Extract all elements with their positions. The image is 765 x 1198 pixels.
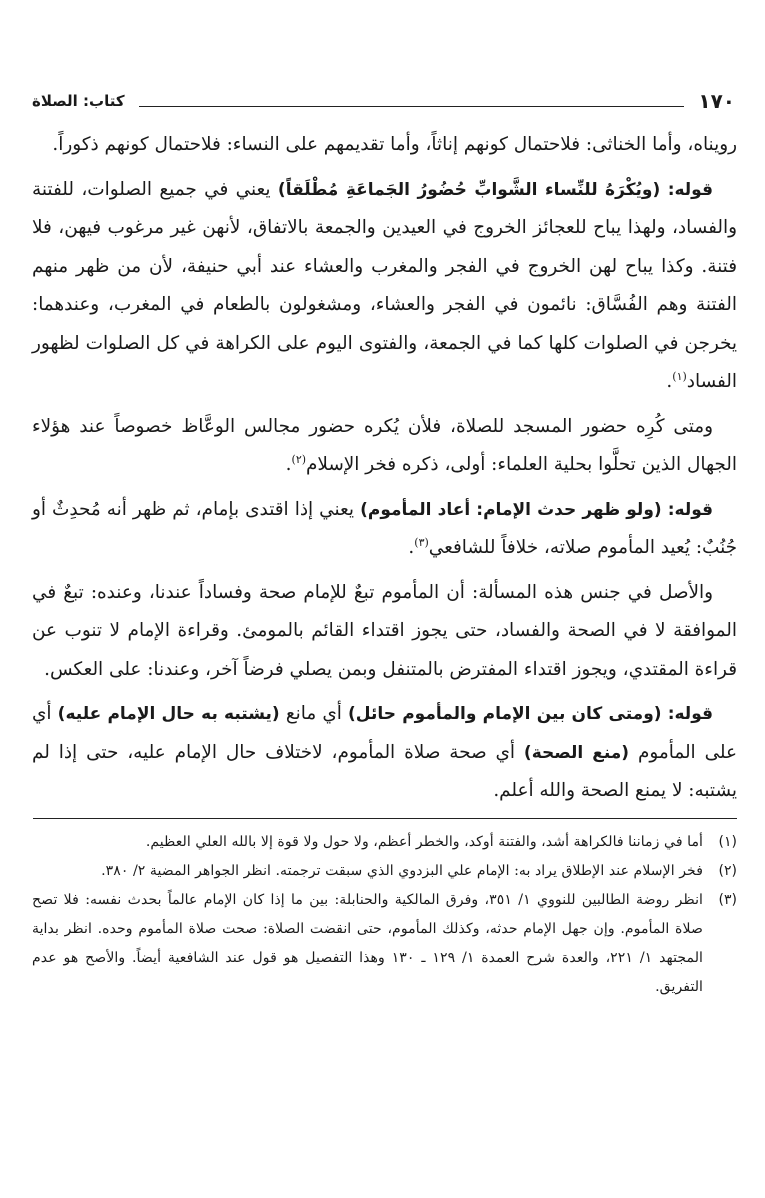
paragraph-6 <box>32 695 737 811</box>
matn-quote: (ومتى كان بين الإمام والمأموم حائل) <box>348 704 662 724</box>
footnote-ref-1: (١) <box>672 369 687 383</box>
footnote-number: (٣) <box>718 892 737 908</box>
commentary-text: أي مانع <box>285 703 342 724</box>
commentary-text: ومتى كُرِه حضور المسجد للصلاة، فلأن يُكره حضور مجالس الوعَّاظ خصوصاً عند هؤلاء الجهال الذين تحلَّوا بحلية العلماء: أولى، ذكره فخر الإسلام <box>32 415 737 475</box>
commentary-text: أي صحة صلاة المأموم، لاختلاف حال الإمام عليه، حتى إذا لم يشتبه: لا يمنع الصحة والله أعلم. <box>32 741 737 801</box>
footnote-ref-2: (٢) <box>291 452 307 466</box>
qawluh-label: قوله: <box>667 704 713 724</box>
footnote-text: أما في زماننا فالكراهة أشد، والفتنة أوكد، والخطر أعظم، ولا حول ولا قوة إلا بالله العلي العظيم. <box>145 834 703 850</box>
qawluh-label: قوله: <box>667 179 713 200</box>
footnote-divider <box>33 818 737 819</box>
paragraph-2: قوله: (ويُكْرَهُ للنِّساء الشَّوابِّ حُضُورُ الجَماعَةِ مُطْلَقاً) يعني في جميع الصلوات، للفتنة والفساد، ولهذا يباح للعجائز الخروج في العيدين والجمعة بالاتفاق، لأنهن غير مرغوب فيهن، فلا فتنة. وكذا يباح لهن الخروج في الفجر والمغرب والعشاء عند أبي حنيفة، لأن من ظهر منهم الفتنة وهم الفُسَّاق: نائمون في الفجر والعشاء، ومشغولون بالطعام في المغرب، وعندهما: يخرجن في الصلوات كلها كما في الجمعة، والفتوى اليوم على الكراهة في كل الصلوات لظهور الفساد$^{(١)}$. <box>32 178 737 392</box>
commentary-text: يعني إذا اقتدى بإمام، ثم ظهر أنه مُحدِثٌ أو جُنُبٌ: يُعيد المأموم صلاته، خلافاً للشافعي <box>32 498 737 558</box>
footnote-text: فخر الإسلام عند الإطلاق يراد به: الإمام علي البزدوي الذي سبقت ترجمته. انظر الجواهر المضية ٢/ ٣٨٠. <box>101 863 703 879</box>
page-header <box>32 82 735 112</box>
matn-quote: (يشتبه به حال الإمام عليه) <box>57 704 280 724</box>
paragraph-5: والأصل في جنس هذه المسألة: أن المأموم تبعٌ للإمام صحة وفساداً عندنا، وعنده: تبعٌ في الموافقة لا في الصحة والفساد، حتى يجوز اقتداء القائم بالمومئ. وقراءة الإمام لا تنوب عن قراءة المقتدي، ويجوز اقتداء المفترض بالمتنفل وبمن يصلي فرضاً آخر، وعندنا: على العكس. <box>32 581 737 680</box>
main-text <box>32 126 737 817</box>
footnote-number: (١) <box>718 834 737 850</box>
footnote-text: انظر روضة الطالبين للنووي ١/ ٣٥١، وفرق المالكية والحنابلة: بين ما إذا كان الإمام عالماً بحدث نفسه: فلا تصح صلاة المأموم. وإن جهل الإمام حدثه، وكذلك المأموم، حتى انقضت الصلاة: صحت صلاة المأموم وحده. انظر بداية المجتهد ١/ ٢٢١، والعدة شرح العمدة ١/ ١٢٩ ـ ١٣٠ وهذا التفصيل هو قول عند الشافعية أيضاً. والأصح هو عدم التفريق. <box>32 892 703 995</box>
running-title: كتاب: الصلاة <box>32 92 125 110</box>
footnote-2 <box>32 857 737 886</box>
header-rule <box>139 106 685 107</box>
commentary-text: أي على المأموم <box>32 703 737 763</box>
qawluh-label: قوله: <box>667 499 713 520</box>
paragraph-3: ومتى كُرِه حضور المسجد للصلاة، فلأن يُكره حضور مجالس الوعَّاظ خصوصاً عند هؤلاء الجهال الذين تحلَّوا بحلية العلماء: أولى، ذكره فخر الإسلام$^{(٢)}$. <box>32 415 737 475</box>
paragraph-4: قوله: (ولو ظهر حدث الإمام: أعاد المأموم) يعني إذا اقتدى بإمام، ثم ظهر أنه مُحدِثٌ أو جُنُبٌ: يُعيد المأموم صلاته، خلافاً للشافعي$^{(٣)}$. <box>32 498 737 558</box>
footnote-1 <box>32 828 737 857</box>
commentary-text: يعني في جميع الصلوات، للفتنة والفساد، ولهذا يباح للعجائز الخروج في العيدين والجمعة بالاتفاق، لأنهن غير مرغوب فيهن، فلا فتنة. وكذا يباح لهن الخروج في الفجر والمغرب والعشاء عند أبي حنيفة، لأن من ظهر منهم الفتنة وهم الفُسَّاق: نائمون في الفجر والعشاء، ومشغولون بالطعام في المغرب، وعندهما: يخرجن في الصلوات كلها كما في الجمعة، والفتوى اليوم على الكراهة في كل الصلوات لظهور الفساد <box>32 178 737 392</box>
footnote-3 <box>32 886 737 1002</box>
footnote-number: (٢) <box>718 863 737 879</box>
matn-quote: (ويُكْرَهُ للنِّساء الشَّوابِّ حُضُورُ الجَماعَةِ مُطْلَقاً) <box>277 179 661 200</box>
matn-quote: (منع الصحة) <box>523 742 630 763</box>
footnotes <box>32 828 737 1002</box>
page-number: ١٧٠ <box>698 89 735 113</box>
matn-quote: (ولو ظهر حدث الإمام: أعاد المأموم) <box>360 499 662 520</box>
footnote-ref-3: (٣) <box>414 535 429 549</box>
paragraph-1: رويناه، وأما الخناثى: فلاحتمال كونهم إناثاً، وأما تقديمهم على النساء: فلاحتمال كونهم ذكوراً. <box>52 134 737 155</box>
